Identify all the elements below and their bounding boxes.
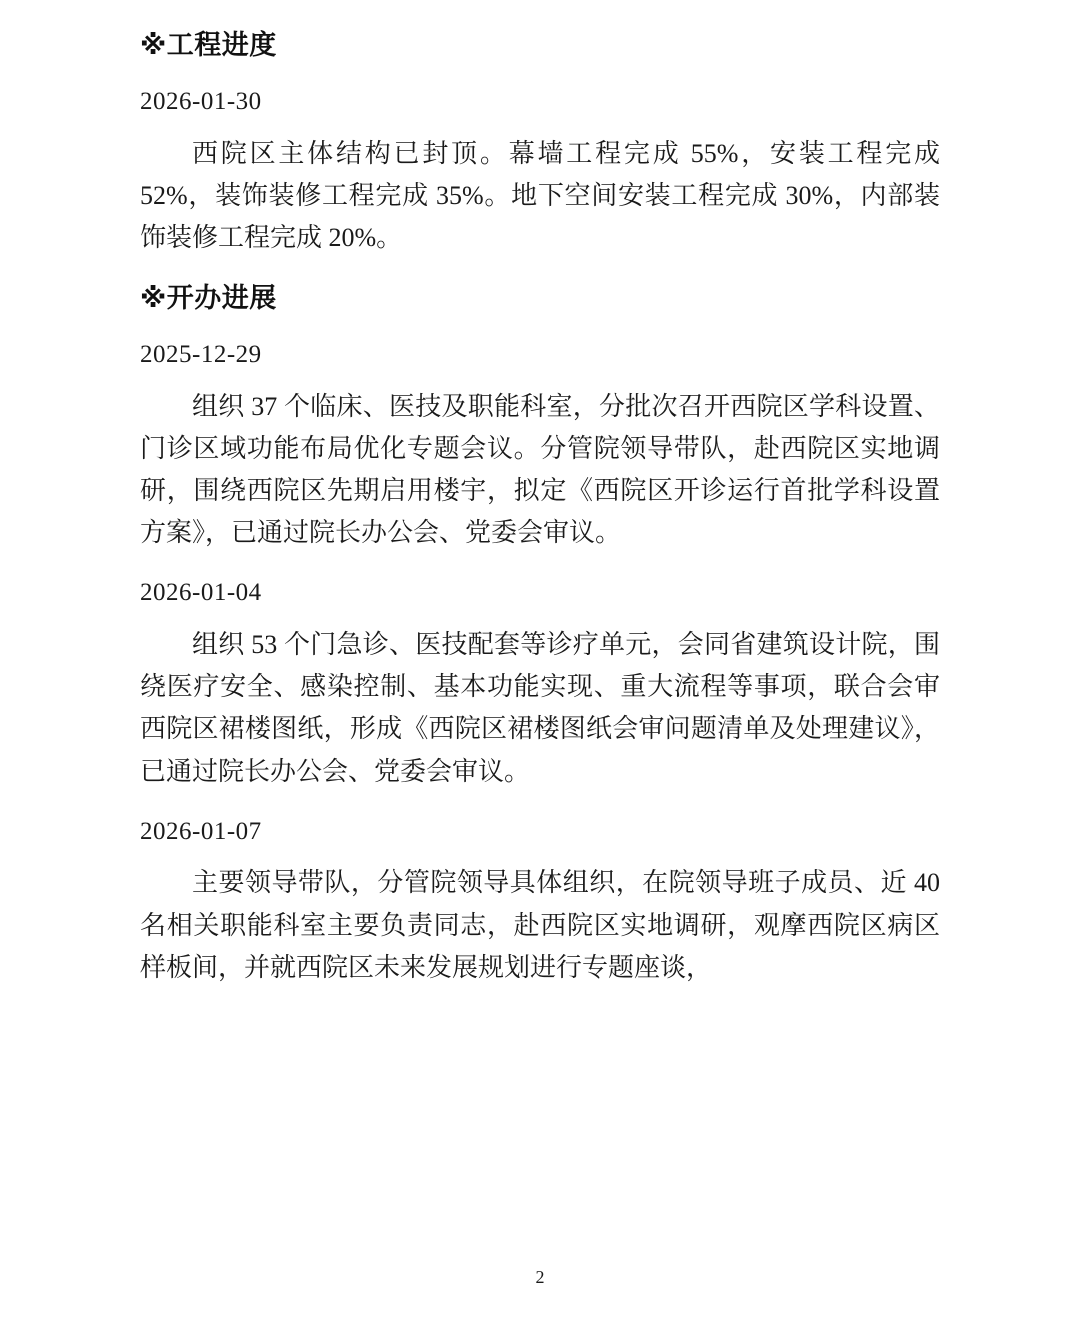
entry-block	[140, 338, 940, 554]
page-number: 2	[535, 1267, 545, 1287]
entry-date: 2025-12-29	[140, 341, 262, 369]
entry-block	[140, 815, 940, 989]
entry-date: 2026-01-04	[140, 579, 262, 607]
entry-date: 2026-01-30	[140, 88, 262, 116]
entry-text: 西院区主体结构已封顶。幕墙工程完成 55%，安装工程完成 52%，装饰装修工程完成 35%。地下空间安装工程完成 30%，内部装饰装修工程完成 20%。	[140, 138, 940, 253]
entry-date: 2026-01-07	[140, 817, 262, 845]
entry-block	[140, 85, 940, 259]
section-heading-opening: ※开办进展	[140, 283, 277, 315]
entry-text: 组织 37 个临床、医技及职能科室，分批次召开西院区学科设置、门诊区域功能布局优化专题会议。分管院领导带队，赴西院区实地调研，围绕西院区先期启用楼宇，拟定《西院区开诊运行首批学科设置方案》，已通过院长办公会、党委会审议。	[140, 392, 940, 548]
section-heading-progress: ※工程进度	[140, 30, 277, 61]
entry-block	[140, 576, 940, 792]
entry-text: 主要领导带队，分管院领导具体组织，在院领导班子成员、近 40 名相关职能科室主要负责同志，赴西院区实地调研，观摩西院区病区样板间，并就西院区未来发展规划进行专题座谈，	[140, 868, 940, 982]
entry-text: 组织 53 个门急诊、医技配套等诊疗单元，会同省建筑设计院，围绕医疗安全、感染控制、基本功能实现、重大流程等事项，联合会审西院区裙楼图纸，形成《西院区裙楼图纸会审问题清单及处理建议》，已通过院长办公会、党委会审议。	[140, 630, 940, 786]
